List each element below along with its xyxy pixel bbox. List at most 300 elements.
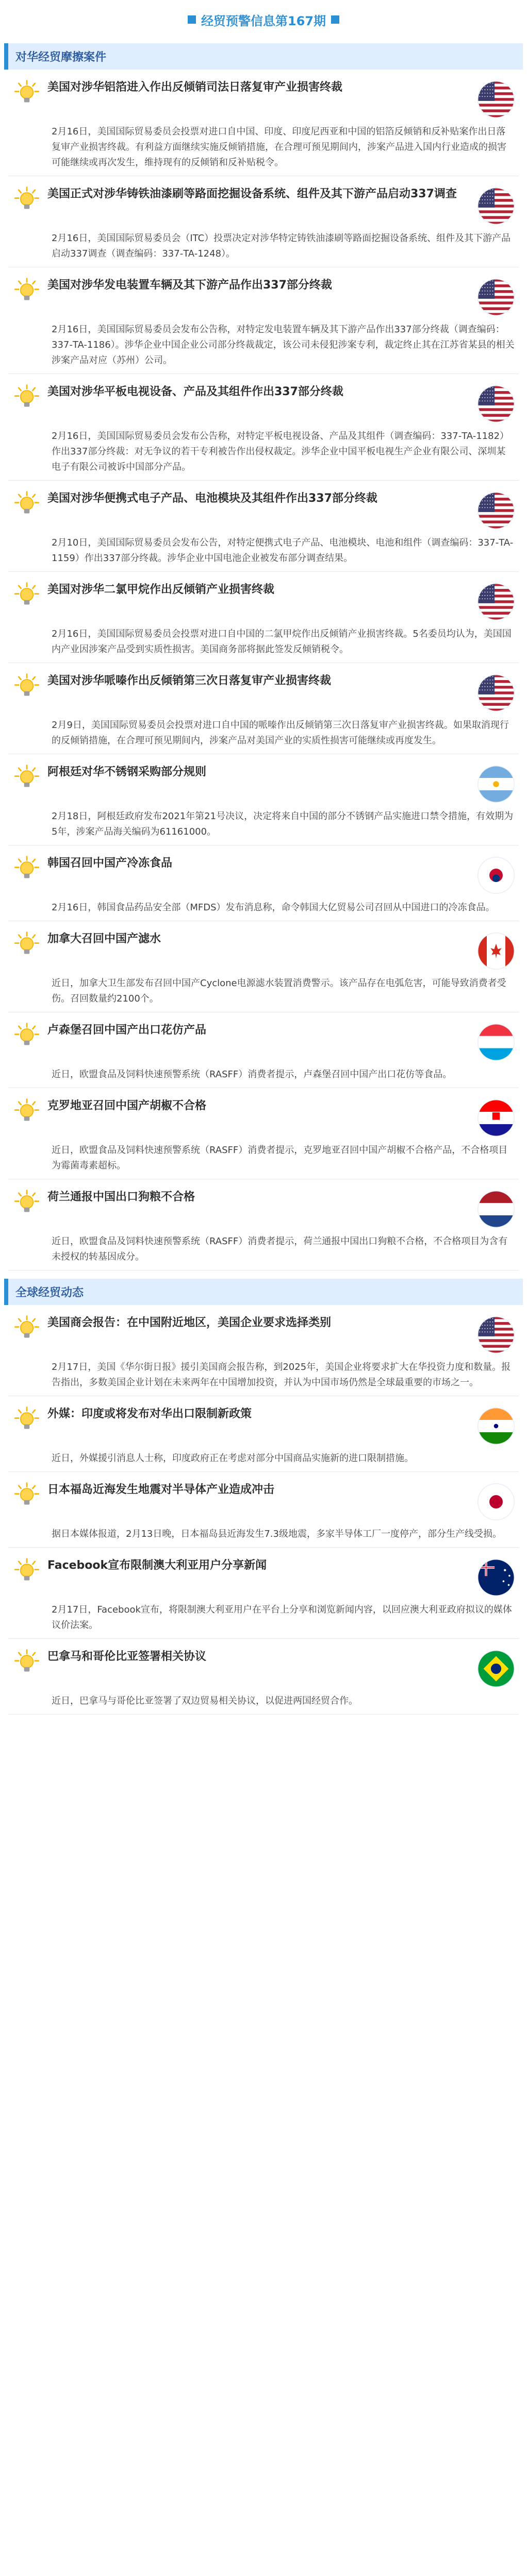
flag-stripe — [477, 208, 515, 211]
bulb-ray — [19, 1410, 21, 1413]
header-square-icon-right — [331, 15, 339, 24]
lightbulb-icon — [12, 277, 41, 306]
bulb-head — [21, 1564, 34, 1577]
flag-star — [485, 500, 486, 501]
us-flag — [477, 81, 515, 118]
item-title: 美国对涉华便携式电子产品、电池模块及其组件作出337部分终裁 — [47, 492, 377, 505]
bulb-base — [24, 1667, 30, 1672]
flag-stripe — [477, 703, 515, 706]
flag-stripe — [477, 115, 515, 118]
flag-star — [482, 494, 483, 495]
flag-star — [490, 585, 491, 586]
flag-star — [479, 676, 480, 677]
flag-star — [487, 189, 488, 190]
bulb-head — [21, 1321, 34, 1334]
bulb-ray — [32, 859, 35, 862]
flag-star — [487, 1318, 488, 1319]
flag-star — [492, 82, 493, 83]
item-body: 2月10日，美国国际贸易委员会发布公告，对特定便携式电子产品、电池模块、电池和组件（调查编码：337-TA-1159）作出337部分终裁。涉华企业中国电池企业被发布部分调查结果。 — [52, 537, 514, 564]
bulb-ray — [19, 859, 21, 862]
flag-star — [479, 394, 480, 395]
flag-badge — [477, 583, 515, 620]
bulb-ray — [19, 935, 21, 938]
flag-star — [492, 1328, 493, 1329]
flag-star — [490, 193, 491, 194]
flag-star — [482, 280, 483, 281]
flag-stripe — [477, 385, 515, 388]
bulb-ray — [19, 586, 21, 588]
flag-star — [479, 1331, 480, 1332]
item-body: 2月17日，Facebook宣布，将限制澳大利亚用户在平台上分享和浏览新闻内容，以回应澳大利亚政府拟议的媒体议价法案。 — [52, 1604, 512, 1631]
flag-star — [482, 595, 483, 596]
bulb-ray — [19, 190, 21, 193]
section-heading: 对华经贸摩擦案件 — [4, 43, 523, 70]
news-item — [8, 1643, 519, 1709]
flag-star — [487, 391, 488, 392]
flag-star — [492, 504, 493, 505]
content-area — [0, 43, 527, 1715]
news-item — [8, 74, 519, 171]
flag-star — [487, 199, 488, 200]
flag-stripe — [477, 606, 515, 609]
flag-star — [485, 391, 486, 392]
flag-star — [487, 504, 488, 505]
nl-flag — [477, 1191, 515, 1228]
flag-star — [485, 202, 486, 204]
flag-stripe — [477, 417, 515, 420]
item-header — [8, 1476, 519, 1523]
item-body: 2月16日，美国国际贸易委员会发布公告称，对特定平板电视设备、产品及其组件（调查编码：337-TA-1182）作出337部分终裁：对无争议的若干专利被告作出侵权裁定。涉华企业中国平板电视生产企业有限公司、深圳某电子有限公司被诉中国部分产品。 — [52, 431, 509, 472]
us-flag — [477, 1316, 515, 1353]
bulb-ray — [19, 495, 21, 497]
bulb-ray — [32, 1653, 35, 1655]
bulb-ray — [32, 586, 35, 588]
flag-star — [503, 1580, 505, 1582]
flag-star — [479, 287, 480, 288]
flag-star — [492, 500, 493, 501]
flag-star — [492, 291, 493, 292]
flag-stripe — [477, 700, 515, 703]
flag-star — [485, 1328, 486, 1329]
flag-star — [482, 89, 483, 90]
us-flag — [477, 583, 515, 620]
flag-star — [490, 1328, 491, 1329]
flag-badge — [477, 1650, 515, 1687]
bulb-ray — [32, 1319, 35, 1321]
flag-star — [492, 494, 493, 495]
bulb-head — [21, 938, 34, 951]
bulb-ray — [32, 1486, 35, 1488]
lightbulb-icon-wrapper — [12, 1481, 41, 1510]
flag-star — [490, 196, 491, 197]
item-header — [8, 758, 519, 806]
us-flag — [477, 385, 515, 422]
flag-star — [487, 689, 488, 690]
flag-star — [487, 595, 488, 596]
flag-star — [485, 387, 486, 388]
lightbulb-icon — [12, 1648, 41, 1677]
divider — [8, 1471, 519, 1472]
flag-stripe — [477, 222, 515, 225]
lightbulb-icon — [12, 383, 41, 412]
lightbulb-icon-wrapper — [12, 185, 41, 214]
flag-star — [492, 202, 493, 204]
flag-stripe — [477, 216, 515, 219]
item-body: 2月9日，美国国际贸易委员会投票对进口自中国的哌嗪作出反倾销第三次日落复审产业损害终裁。如果取消现行的反倾销措施，在合理可预见期间内，涉案产品对美国产业的实质性损害可能继续或再度发生。 — [52, 720, 509, 746]
bulb-head — [21, 1413, 34, 1426]
flag-star — [479, 588, 480, 589]
flag-star — [492, 284, 493, 285]
flag-stripe — [477, 104, 515, 107]
bulb-ray — [19, 1102, 21, 1105]
flag-band-middle — [477, 1203, 515, 1215]
flag-stripe — [477, 694, 515, 698]
flag-star — [492, 196, 493, 197]
bulb-base — [24, 783, 30, 787]
lightbulb-icon — [12, 764, 41, 792]
lightbulb-icon — [12, 79, 41, 108]
flag-stripe — [477, 213, 515, 216]
lightbulb-icon — [12, 855, 41, 884]
item-header — [8, 1183, 519, 1231]
flag-stripe — [477, 674, 515, 677]
lightbulb-icon — [12, 672, 41, 701]
bulb-ray — [32, 495, 35, 497]
divider — [8, 1638, 519, 1639]
flag-band-top — [477, 1191, 515, 1203]
lightbulb-icon — [12, 1481, 41, 1510]
flag-band-top — [477, 1408, 515, 1420]
flag-stripe — [477, 81, 515, 84]
flag-canton — [477, 385, 495, 405]
lightbulb-icon — [12, 1022, 41, 1050]
flag-star — [479, 507, 480, 508]
item-title: 外媒：印度或将发布对华出口限制新政策 — [47, 1408, 252, 1420]
flag-star — [508, 1575, 510, 1577]
bulb-ray — [32, 83, 35, 86]
flag-stripe — [477, 307, 515, 310]
flag-star — [482, 400, 483, 401]
bulb-base — [24, 402, 30, 407]
flag-badge — [477, 1191, 515, 1228]
flag-star — [479, 291, 480, 292]
flag-star — [479, 196, 480, 197]
flag-star — [485, 507, 486, 508]
news-item — [8, 378, 519, 475]
flag-band-bottom — [477, 1432, 515, 1445]
flag-star — [485, 1321, 486, 1323]
divider — [8, 1547, 519, 1548]
flag-badge — [477, 766, 515, 803]
bulb-head — [21, 862, 34, 875]
flag-star — [487, 588, 488, 589]
flag-star — [487, 598, 488, 599]
flag-star — [490, 595, 491, 596]
item-body: 近日，加拿大卫生部发布召回中国产Cyclone电源滤水装置消费警示。该产品存在电弧危害，可能导致消费者受伤。召回数量约2100个。 — [52, 978, 506, 1004]
flag-star — [479, 494, 480, 495]
news-item — [8, 925, 519, 1007]
flag-stripe — [477, 304, 515, 308]
item-body: 近日，欧盟食品及饲料快速预警系统（RASFF）消费者提示，荷兰通报中国出口狗粮不合格，不合格项目为含有未授权的转基因成分。 — [52, 1236, 508, 1262]
bulb-base — [24, 600, 30, 605]
news-item — [8, 850, 519, 916]
flag-star — [485, 591, 486, 592]
flag-star — [492, 294, 493, 295]
flag-star — [490, 588, 491, 589]
flag-taegeuk-bottom — [492, 875, 500, 882]
flag-star — [492, 595, 493, 596]
bulb-base — [24, 1500, 30, 1505]
bulb-ray — [19, 1562, 21, 1564]
flag-band-left — [477, 933, 487, 970]
flag-star — [485, 193, 486, 194]
flag-star — [479, 199, 480, 200]
flag-canton — [477, 583, 495, 603]
flag-badge — [477, 1408, 515, 1445]
lightbulb-icon — [12, 1314, 41, 1343]
flag-star — [490, 294, 491, 295]
flag-star — [482, 291, 483, 292]
flag-star — [485, 680, 486, 681]
flag-star — [482, 500, 483, 501]
flag-stripe — [477, 310, 515, 313]
flag-stripe — [477, 313, 515, 316]
item-body: 据日本媒体报道，2月13日晚，日本福岛县近海发生7.3级地震，多家半导体工厂一度停产，部分生产线受损。 — [52, 1529, 502, 1539]
item-header — [8, 1092, 519, 1140]
bulb-head — [21, 680, 34, 692]
bulb-base — [24, 205, 30, 209]
flag-star — [490, 397, 491, 398]
flag-star — [479, 397, 480, 398]
item-body: 近日，外媒援引消息人士称，印度政府正在考虑对部分中国商品实施新的进口限制措施。 — [52, 1453, 414, 1464]
flag-star — [492, 96, 493, 97]
flag-star — [482, 507, 483, 508]
divider — [8, 480, 519, 481]
flag-star — [485, 287, 486, 288]
flag-star — [492, 397, 493, 398]
flag-star — [492, 585, 493, 586]
flag-star — [490, 507, 491, 508]
flag-star — [490, 199, 491, 200]
flag-star — [482, 676, 483, 677]
flag-star — [487, 497, 488, 498]
bulb-ray — [19, 1486, 21, 1488]
item-header — [8, 667, 519, 715]
flag-band-bottom — [477, 1215, 515, 1228]
header-square-icon — [188, 15, 196, 24]
flag-star — [485, 400, 486, 401]
flag-stripe — [477, 408, 515, 411]
flag-stripe — [477, 523, 515, 527]
flag-star — [490, 500, 491, 501]
flag-star — [490, 680, 491, 681]
divider — [8, 571, 519, 572]
flag-stripe — [477, 1348, 515, 1351]
flag-stripe — [477, 515, 515, 518]
flag-star — [492, 1321, 493, 1323]
flag-band-top — [477, 1099, 515, 1112]
item-title: 美国对涉华二氯甲烷作出反倾销产业损害终裁 — [47, 583, 275, 596]
lightbulb-icon-wrapper — [12, 1314, 41, 1343]
flag-star — [479, 391, 480, 392]
jp-flag — [477, 1483, 515, 1520]
flag-star — [482, 387, 483, 388]
item-body: 2月18日，阿根廷政府发布2021年第21号决议，决定将来自中国的部分不锈钢产品实施进口禁令措施，有效期为5年，涉案产品海关编码为61161000。 — [52, 811, 514, 837]
flag-star — [479, 189, 480, 190]
flag-star — [492, 387, 493, 388]
flag-star — [487, 82, 488, 83]
lightbulb-icon-wrapper — [12, 764, 41, 792]
item-body: 2月17日，美国《华尔街日报》援引美国商会报告称，到2025年，美国企业将要求扩大在华投资力度和数量。报告指出，多数美国企业计划在未来两年在中国增加投资，并认为中国市场仍然是全球最重要的市场之一。 — [52, 1362, 511, 1388]
flag-star — [490, 683, 491, 684]
flag-stripe — [477, 512, 515, 515]
flag-star — [508, 1584, 510, 1586]
flag-sun — [493, 781, 499, 787]
bulb-ray — [32, 677, 35, 680]
flag-star — [487, 683, 488, 684]
flag-star — [479, 82, 480, 83]
flag-star — [490, 598, 491, 599]
flag-star — [485, 280, 486, 281]
news-item — [8, 1092, 519, 1174]
flag-star — [479, 595, 480, 596]
us-flag — [477, 279, 515, 316]
flag-star — [492, 689, 493, 690]
flag-star — [490, 686, 491, 687]
flag-star — [487, 280, 488, 281]
flag-star — [485, 93, 486, 94]
kr-flag — [477, 857, 515, 894]
flag-star — [482, 1325, 483, 1326]
flag-star — [482, 585, 483, 586]
lightbulb-icon-wrapper — [12, 581, 41, 610]
flag-star — [479, 193, 480, 194]
flag-star — [485, 504, 486, 505]
flag-star — [482, 391, 483, 392]
news-item — [8, 1016, 519, 1082]
flag-star — [479, 86, 480, 87]
flag-star — [482, 96, 483, 97]
flag-star — [492, 93, 493, 94]
flag-field — [477, 1559, 515, 1596]
flag-stripe — [477, 609, 515, 612]
flag-stripe — [477, 112, 515, 115]
flag-stripe — [477, 279, 515, 282]
flag-star — [482, 598, 483, 599]
news-item — [8, 1476, 519, 1542]
item-body: 近日，巴拿马与哥伦比亚签署了双边贸易相关协议，以促进两国经贸合作。 — [52, 1696, 358, 1706]
bulb-ray — [32, 1410, 35, 1413]
lightbulb-icon — [12, 930, 41, 959]
item-header — [8, 1309, 519, 1357]
news-item — [8, 758, 519, 840]
lightbulb-icon — [12, 490, 41, 519]
hr-flag — [477, 1099, 515, 1137]
flag-star — [482, 394, 483, 395]
item-title: 韩国召回中国产冷冻食品 — [47, 857, 173, 870]
flag-star — [485, 598, 486, 599]
flag-star — [487, 680, 488, 681]
flag-stripe — [477, 1336, 515, 1340]
flag-star — [485, 497, 486, 498]
flag-star — [492, 680, 493, 681]
flag-badge — [477, 1099, 515, 1137]
page-title: 经贸预警信息第167期 — [201, 13, 326, 28]
flag-star — [487, 291, 488, 292]
bulb-ray — [19, 677, 21, 680]
flag-stripe — [477, 282, 515, 285]
flag-star — [492, 199, 493, 200]
flag-star — [482, 1318, 483, 1319]
flag-star — [492, 280, 493, 281]
flag-star — [479, 598, 480, 599]
flag-stripe — [477, 1350, 515, 1353]
flag-star — [492, 683, 493, 684]
flag-star — [479, 1321, 480, 1323]
flag-stripe — [477, 603, 515, 606]
item-header — [8, 1552, 519, 1599]
flag-star — [490, 284, 491, 285]
eu-flag — [477, 1024, 515, 1061]
flag-star — [487, 284, 488, 285]
flag-star — [485, 1331, 486, 1332]
flag-stripe — [477, 84, 515, 87]
item-header — [8, 74, 519, 121]
flag-star — [490, 494, 491, 495]
flag-star — [479, 93, 480, 94]
flag-badge — [477, 81, 515, 118]
section-heading: 全球经贸动态 — [4, 1279, 523, 1305]
flag-star — [487, 287, 488, 288]
flag-stripe — [477, 299, 515, 302]
flag-star — [482, 202, 483, 204]
flag-star — [490, 676, 491, 677]
flag-star — [487, 1321, 488, 1323]
flag-star — [485, 397, 486, 398]
flag-star — [487, 585, 488, 586]
flag-star — [479, 1328, 480, 1329]
bulb-base — [24, 296, 30, 300]
item-title: 美国对涉华发电装置车辆及其下游产品作出337部分终裁 — [47, 279, 332, 292]
item-header — [8, 850, 519, 897]
flag-stripe — [477, 1342, 515, 1345]
bulb-ray — [19, 1193, 21, 1196]
flag-star — [479, 1318, 480, 1319]
flag-star — [492, 1325, 493, 1326]
lightbulb-icon-wrapper — [12, 672, 41, 701]
flag-star — [490, 394, 491, 395]
flag-stripe — [477, 388, 515, 392]
bulb-ray — [32, 388, 35, 391]
item-header — [8, 1400, 519, 1448]
lightbulb-icon-wrapper — [12, 490, 41, 519]
flag-star — [482, 504, 483, 505]
au-flag — [477, 1559, 515, 1596]
bulb-base — [24, 509, 30, 514]
bulb-base — [24, 1116, 30, 1121]
flag-star — [487, 93, 488, 94]
flag-star — [482, 1328, 483, 1329]
flag-star — [492, 189, 493, 190]
flag-star — [482, 1331, 483, 1332]
flag-stripe — [477, 495, 515, 498]
flag-star — [479, 400, 480, 401]
flag-canton — [477, 1316, 495, 1336]
flag-badge — [477, 492, 515, 529]
item-header — [8, 272, 519, 319]
flag-stripe — [477, 526, 515, 529]
flag-star — [485, 595, 486, 596]
